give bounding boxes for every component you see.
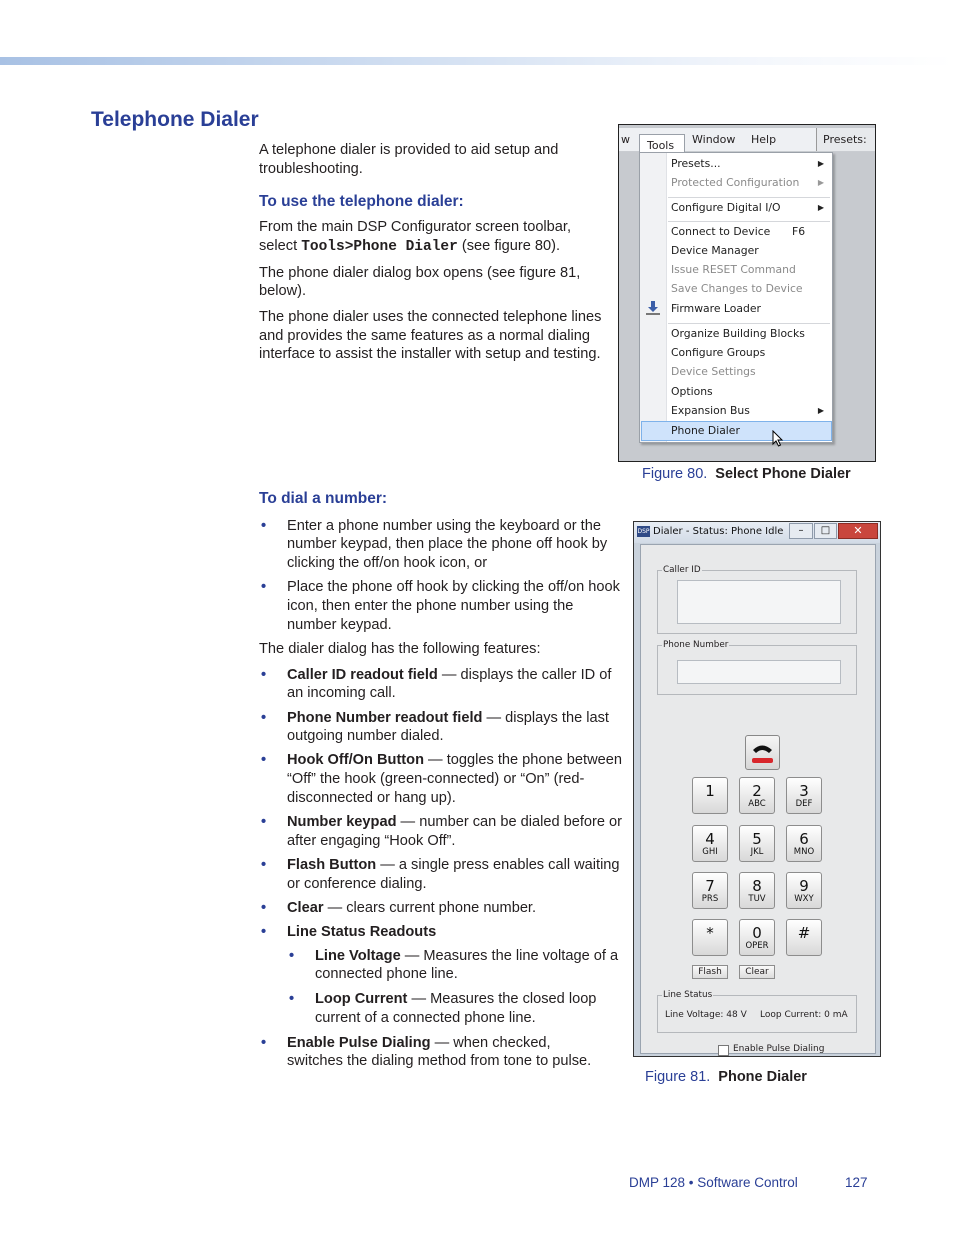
flash-button[interactable]: Flash [692, 965, 728, 979]
list-item [259, 899, 624, 918]
figure-80-caption [642, 466, 851, 482]
bullet: • [261, 579, 267, 596]
figure-81-dialer-window [633, 521, 881, 1057]
key-star[interactable] [692, 919, 728, 956]
intro-paragraph: A telephone dialer is provided to aid setup and troubleshooting. [259, 142, 559, 177]
bullet: • [261, 517, 267, 534]
dial-number-heading: To dial a number: [259, 490, 388, 507]
list-item [259, 813, 624, 850]
maximize-icon[interactable]: □ [814, 523, 837, 539]
figure-81-caption [645, 1069, 807, 1085]
menu-options[interactable]: Options [671, 385, 713, 398]
menu-item-view[interactable]: w [621, 133, 630, 146]
list-item [259, 751, 624, 807]
feature-term: Enable Pulse Dialing [287, 1034, 431, 1051]
feature-desc: — clears current phone number. [323, 899, 537, 916]
figure-80-title: Select Phone Dialer [715, 466, 851, 482]
menu-configure-digital-io[interactable]: Configure Digital I/O [671, 201, 781, 214]
key-0[interactable] [739, 919, 775, 956]
key-letters: MNO [793, 847, 815, 857]
shortcut-f6: F6 [792, 225, 806, 238]
bullet: • [261, 899, 267, 916]
features-list [259, 666, 624, 1071]
feature-term: Hook Off/On Button [287, 752, 424, 769]
pulse-dialing-checkbox[interactable] [718, 1045, 729, 1056]
feature-term: Loop Current [315, 991, 408, 1008]
key-number: 1 [705, 782, 715, 800]
list-item [259, 578, 624, 634]
presets-label: Presets: [816, 128, 875, 151]
phone-hook-icon [746, 736, 779, 769]
page-number: 127 [845, 1175, 868, 1190]
pulse-dialing-label: Enable Pulse Dialing [733, 1044, 825, 1054]
tools-dropdown [639, 152, 833, 443]
lower-text-block [259, 490, 624, 1076]
bullet: • [261, 752, 267, 769]
window-titlebar [634, 522, 880, 543]
menu-configure-groups[interactable]: Configure Groups [671, 346, 766, 359]
bullet: • [261, 666, 267, 683]
figure-81-title: Phone Dialer [718, 1069, 807, 1085]
feature-term: Line Status Readouts [287, 924, 437, 941]
p1-text-end: (see figure 80). [457, 237, 561, 254]
dialer-client-area [640, 544, 876, 1054]
key-8[interactable] [739, 872, 775, 909]
feature-term: Caller ID readout field [287, 666, 438, 683]
submenu-arrow-icon: ▶ [817, 178, 824, 187]
menu-icon-strip [640, 153, 667, 442]
key-number: 2 [752, 782, 762, 800]
feature-desc: — toggles the phone between “Off” the hook (green-connected) or “On” (red-disconnected or hang up). [287, 752, 622, 806]
key-number: 9 [799, 877, 809, 895]
key-5[interactable] [739, 825, 775, 862]
feature-desc: — when checked, switches the dialing method from tone to pulse. [287, 1034, 592, 1070]
key-letters: TUV [748, 894, 766, 904]
key-number: 4 [705, 830, 715, 848]
key-number: 0 [752, 924, 762, 942]
menu-protected-configuration[interactable]: Protected Configuration [671, 176, 800, 189]
features-intro: The dialer dialog has the following features: [259, 640, 541, 657]
key-number: * [706, 924, 714, 942]
bullet: • [261, 814, 267, 831]
key-2[interactable] [739, 777, 775, 814]
key-letters: GHI [702, 847, 718, 857]
use-dialer-p2: The phone dialer dialog box opens (see figure 81, below). [259, 264, 581, 300]
menu-device-settings[interactable]: Device Settings [671, 365, 756, 378]
key-number: 8 [752, 877, 762, 895]
menu-item-help[interactable]: Help [751, 133, 777, 146]
step-text: Enter a phone number using the keyboard or the number keypad, then place the phone off hook by clicking the off/on hook icon, or [287, 517, 608, 572]
upper-text-block [259, 141, 609, 371]
header-gradient-bar [0, 57, 954, 65]
phone-number-label: Phone Number [663, 640, 729, 650]
list-item [259, 856, 624, 893]
feature-term: Flash Button [287, 856, 377, 873]
line-status-label: Line Status [663, 990, 713, 1000]
use-dialer-p3: The phone dialer uses the connected telephone lines and provides the same features as a normal dialing interface to assist the installer with setup and testing. [259, 308, 602, 363]
line-status-sublist [287, 947, 624, 1028]
key-letters: WXY [794, 894, 814, 904]
feature-desc: — number can be dialed before or after engaging “Hook Off”. [287, 814, 623, 849]
clear-button[interactable]: Clear [739, 965, 775, 979]
key-letters: ABC [748, 799, 766, 809]
feature-desc: — Measures the closed loop current of a connected phone line. [315, 991, 597, 1026]
line-voltage-readout: Line Voltage: 48 V [665, 1010, 747, 1020]
feature-term: Phone Number readout field [287, 709, 483, 726]
menu-save-changes[interactable]: Save Changes to Device [671, 282, 803, 295]
footer-doc-title: DMP 128 • Software Control [629, 1175, 798, 1190]
list-item [287, 990, 624, 1027]
menu-item-tools[interactable]: Tools [639, 134, 685, 154]
menu-firmware-loader[interactable]: Firmware Loader [671, 302, 761, 315]
key-1[interactable] [692, 777, 728, 814]
feature-desc: — Measures the line voltage of a connected phone line. [315, 947, 619, 983]
key-letters: DEF [795, 799, 813, 809]
list-item [259, 666, 624, 703]
list-item [259, 923, 624, 1028]
menu-issue-reset[interactable]: Issue RESET Command [671, 263, 796, 276]
menu-bar [619, 128, 875, 152]
submenu-arrow-icon: ▶ [817, 203, 824, 212]
bullet: • [289, 947, 295, 964]
list-item [259, 517, 624, 573]
key-number: 7 [705, 877, 715, 895]
key-9[interactable] [786, 872, 822, 909]
key-letters: OPER [745, 941, 769, 951]
feature-desc: — displays the caller ID of an incoming call. [287, 666, 612, 702]
menu-expansion-bus[interactable]: Expansion Bus [671, 404, 750, 417]
feature-term: Clear [287, 899, 324, 916]
mouse-pointer-icon [772, 430, 784, 450]
app-icon: DSP [637, 528, 650, 535]
figure-80-number: Figure 80. [642, 466, 708, 482]
figure-81-number: Figure 81. [645, 1069, 711, 1085]
key-letters: PRS [701, 894, 719, 904]
bullet: • [289, 991, 295, 1008]
loop-current-readout: Loop Current: 0 mA [760, 1010, 848, 1020]
bullet: • [261, 1034, 267, 1051]
menu-item-window[interactable]: Window [692, 133, 736, 146]
menu-organize-building-blocks[interactable]: Organize Building Blocks [671, 327, 805, 340]
feature-term: Number keypad [287, 814, 397, 831]
key-6[interactable] [786, 825, 822, 862]
dial-steps-list [259, 517, 624, 635]
caller-id-label: Caller ID [663, 565, 701, 575]
phone-number-field[interactable] [677, 660, 841, 684]
caller-id-field [677, 580, 841, 624]
figure-80-tools-menu [618, 124, 876, 462]
minimize-icon[interactable]: – [789, 523, 813, 539]
key-number: 6 [799, 830, 809, 848]
close-icon[interactable]: ✕ [838, 523, 878, 539]
menu-path: Tools>Phone Dialer [301, 238, 458, 255]
key-number: 3 [799, 782, 809, 800]
key-number: 5 [752, 830, 762, 848]
use-dialer-p1 [259, 218, 609, 256]
menu-phone-dialer[interactable]: Phone Dialer [671, 424, 740, 437]
submenu-arrow-icon: ▶ [817, 406, 824, 415]
use-dialer-heading: To use the telephone dialer: [259, 193, 464, 211]
key-hash[interactable] [786, 919, 822, 956]
bullet: • [261, 709, 267, 726]
bullet: • [261, 856, 267, 873]
window-title: Dialer - Status: Phone Idle [653, 526, 784, 537]
hook-button[interactable] [745, 735, 780, 770]
bullet: • [261, 924, 267, 941]
menu-connect-to-device[interactable]: Connect to Device [671, 225, 771, 238]
key-number: # [797, 924, 811, 942]
list-item [259, 709, 624, 746]
list-item [259, 1034, 607, 1071]
key-4[interactable] [692, 825, 728, 862]
feature-term: Line Voltage [315, 947, 401, 964]
key-3[interactable] [786, 777, 822, 814]
submenu-arrow-icon: ▶ [817, 159, 824, 168]
p1-text: From the main DSP Configurator screen toolbar, select [259, 219, 572, 254]
firmware-loader-icon [645, 301, 661, 318]
key-letters: JKL [750, 847, 764, 857]
step-text: Place the phone off hook by clicking the off/on hook icon, then enter the phone number using the number keypad. [287, 579, 620, 633]
menu-presets[interactable]: Presets... [671, 157, 721, 170]
key-7[interactable] [692, 872, 728, 909]
feature-desc: — a single press enables call waiting or conference dialing. [287, 856, 620, 892]
list-item [287, 947, 624, 984]
page-title: Telephone Dialer [91, 108, 259, 131]
feature-desc: — displays the last outgoing number dialed. [287, 709, 609, 745]
menu-device-manager[interactable]: Device Manager [671, 244, 759, 257]
